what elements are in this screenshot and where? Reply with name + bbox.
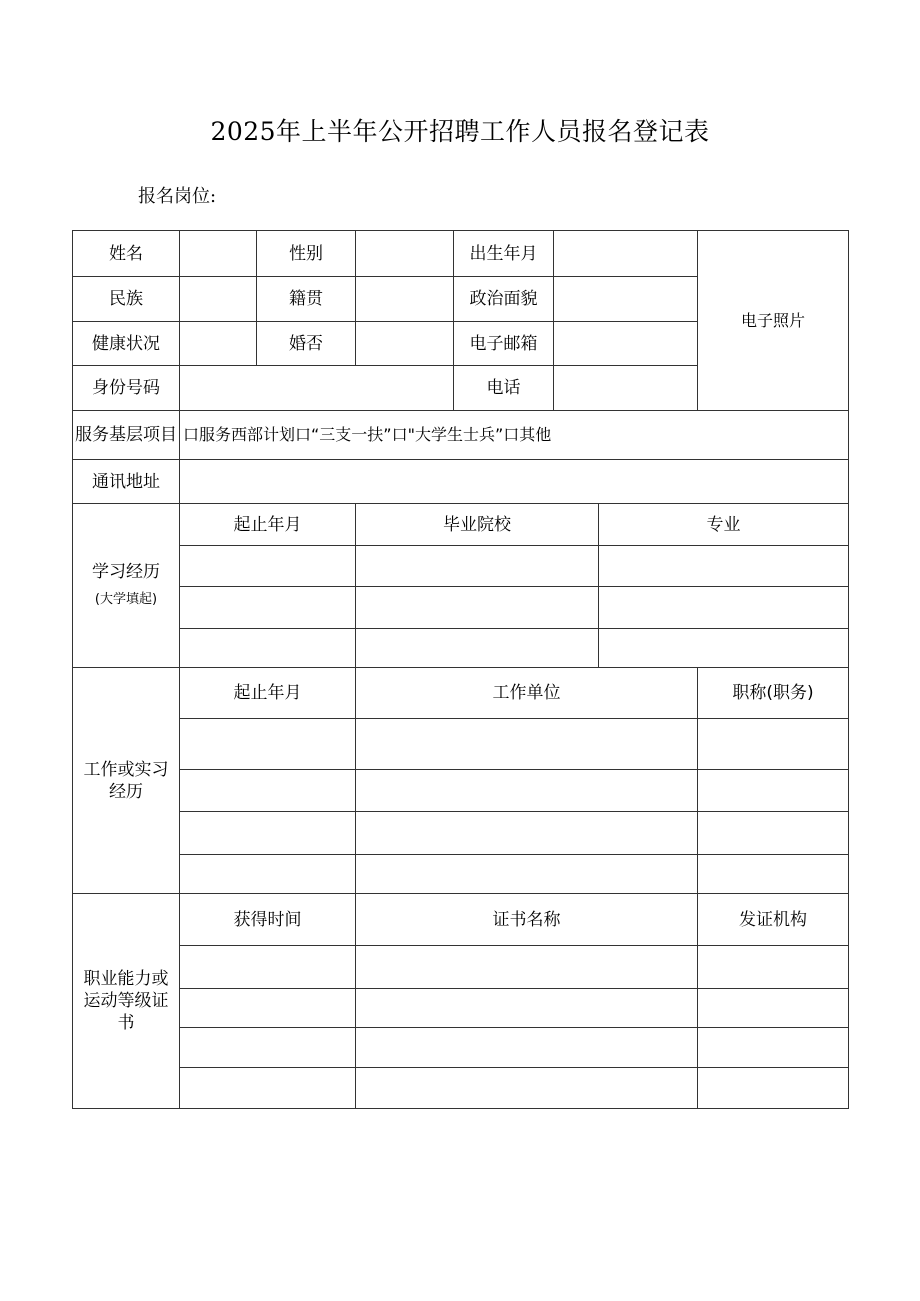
study-major-cell[interactable] [599, 629, 849, 668]
cert-name-cell[interactable] [356, 1028, 698, 1068]
hometown-field[interactable] [356, 277, 454, 322]
label-address: 通讯地址 [73, 460, 180, 504]
cert-label-cell [73, 894, 180, 1109]
study-row [73, 629, 849, 668]
birth-field[interactable] [554, 231, 698, 277]
study-note: (大学填起) [94, 591, 158, 607]
study-major-cell[interactable] [599, 587, 849, 629]
photo-box[interactable] [698, 231, 849, 411]
label-phone: 电话 [454, 366, 554, 411]
work-header-employer: 工作单位 [356, 668, 698, 719]
cert-header-issuer: 发证机构 [698, 894, 849, 946]
label-gender: 性别 [257, 231, 356, 277]
label-health: 健康状况 [73, 322, 180, 366]
work-header-title: 职称(职务) [698, 668, 849, 719]
row-name [73, 231, 849, 277]
study-school-cell[interactable] [356, 587, 599, 629]
cert-row [73, 1068, 849, 1109]
study-label: 学习经历 [92, 561, 160, 582]
work-title-cell[interactable] [698, 855, 849, 894]
work-period-cell[interactable] [180, 855, 356, 894]
cert-issuer-cell[interactable] [698, 1068, 849, 1109]
cert-row [73, 1028, 849, 1068]
photo-label: 电子照片 [740, 310, 805, 330]
work-header-row [73, 668, 849, 719]
political-field[interactable] [554, 277, 698, 322]
study-row [73, 546, 849, 587]
cert-header-row [73, 894, 849, 946]
work-title-cell[interactable] [698, 812, 849, 855]
study-major-cell[interactable] [599, 546, 849, 587]
work-row [73, 719, 849, 770]
id-number-field[interactable] [180, 366, 454, 411]
position-label: 报名岗位: [138, 186, 217, 207]
form-title: 2025年上半年公开招聘工作人员报名登记表 [210, 117, 710, 146]
cert-issuer-cell[interactable] [698, 946, 849, 989]
label-political: 政治面貌 [454, 277, 554, 322]
study-school-cell[interactable] [356, 629, 599, 668]
study-label-cell [73, 504, 180, 668]
registration-table [72, 230, 849, 1109]
study-period-cell[interactable] [180, 546, 356, 587]
cert-name-cell[interactable] [356, 946, 698, 989]
ethnicity-field[interactable] [180, 277, 257, 322]
health-field[interactable] [180, 322, 257, 366]
work-period-cell[interactable] [180, 812, 356, 855]
cert-label: 职业能力或运动等级证书 [83, 969, 169, 1033]
work-employer-cell[interactable] [356, 719, 698, 770]
cert-row [73, 946, 849, 989]
study-header-school: 毕业院校 [356, 504, 599, 546]
cert-date-cell[interactable] [180, 1028, 356, 1068]
work-label-cell [73, 668, 180, 894]
label-marital: 婚否 [257, 322, 356, 366]
label-service-project: 服务基层项目 [73, 411, 180, 460]
email-field[interactable] [554, 322, 698, 366]
work-title-cell[interactable] [698, 770, 849, 812]
work-period-cell[interactable] [180, 719, 356, 770]
work-employer-cell[interactable] [356, 812, 698, 855]
work-title-cell[interactable] [698, 719, 849, 770]
cert-name-cell[interactable] [356, 1068, 698, 1109]
address-field[interactable] [180, 460, 849, 504]
cert-date-cell[interactable] [180, 989, 356, 1028]
cert-issuer-cell[interactable] [698, 989, 849, 1028]
study-period-cell[interactable] [180, 629, 356, 668]
study-header-period: 起止年月 [180, 504, 356, 546]
label-ethnicity: 民族 [73, 277, 180, 322]
label-name: 姓名 [73, 231, 180, 277]
work-employer-cell[interactable] [356, 855, 698, 894]
label-birth: 出生年月 [454, 231, 554, 277]
label-email: 电子邮箱 [454, 322, 554, 366]
study-period-cell[interactable] [180, 587, 356, 629]
work-row [73, 812, 849, 855]
cert-date-cell[interactable] [180, 1068, 356, 1109]
study-header-row [73, 504, 849, 546]
cert-issuer-cell[interactable] [698, 1028, 849, 1068]
cert-header-name: 证书名称 [356, 894, 698, 946]
name-field[interactable] [180, 231, 257, 277]
work-row [73, 855, 849, 894]
cert-row [73, 989, 849, 1028]
marital-field[interactable] [356, 322, 454, 366]
work-header-period: 起止年月 [180, 668, 356, 719]
gender-field[interactable] [356, 231, 454, 277]
study-row [73, 587, 849, 629]
cert-date-cell[interactable] [180, 946, 356, 989]
label-hometown: 籍贯 [257, 277, 356, 322]
study-header-major: 专业 [599, 504, 849, 546]
cert-name-cell[interactable] [356, 989, 698, 1028]
study-school-cell[interactable] [356, 546, 599, 587]
cert-header-date: 获得时间 [180, 894, 356, 946]
service-options[interactable]: 口服务西部计划口“三支一扶”口"大学生士兵”口其他 [180, 411, 849, 460]
work-row [73, 770, 849, 812]
row-address [73, 460, 849, 504]
phone-field[interactable] [554, 366, 698, 411]
label-id-number: 身份号码 [73, 366, 180, 411]
work-employer-cell[interactable] [356, 770, 698, 812]
work-period-cell[interactable] [180, 770, 356, 812]
row-service [73, 411, 849, 460]
work-label: 工作或实习经历 [83, 759, 169, 802]
